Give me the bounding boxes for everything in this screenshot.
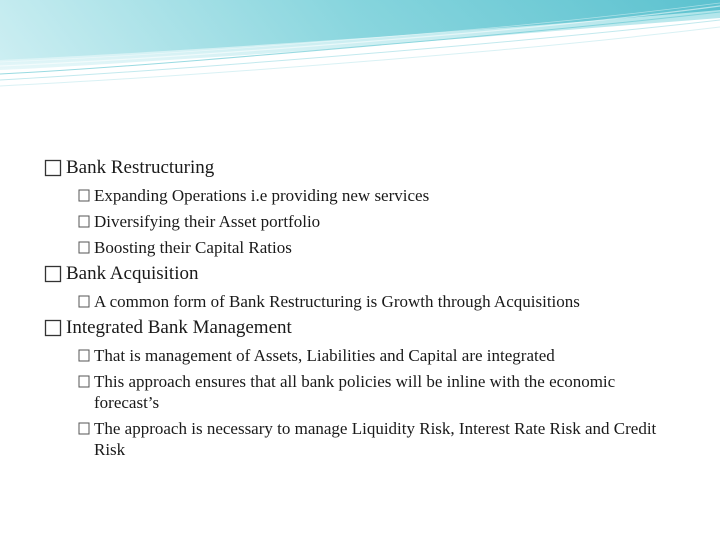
section-title: Integrated Bank Management	[66, 317, 292, 338]
list-item-text: This approach ensures that all bank policies will be inline with the economic forecast’s	[94, 372, 616, 412]
missing-glyph-box-icon	[44, 265, 62, 283]
missing-glyph-box-icon	[78, 215, 90, 228]
section-heading	[44, 156, 704, 180]
list-item	[78, 371, 704, 413]
missing-glyph-box-icon	[78, 241, 90, 254]
list-item	[78, 185, 704, 206]
header-wave-decoration	[0, 0, 720, 100]
list-item-text: A common form of Bank Restructuring is Growth through Acquisitions	[94, 292, 580, 311]
section-heading	[44, 316, 704, 340]
missing-glyph-box-icon	[78, 422, 90, 435]
list-item	[78, 345, 704, 366]
list-item	[78, 291, 704, 312]
list-item-text: The approach is necessary to manage Liquidity Risk, Interest Rate Risk and Credit Risk	[94, 419, 657, 459]
missing-glyph-box-icon	[78, 375, 90, 388]
section-heading	[44, 262, 704, 286]
missing-glyph-box-icon	[44, 319, 62, 337]
missing-glyph-box-icon	[44, 159, 62, 177]
list-item-text: That is management of Assets, Liabilities and Capital are integrated	[94, 346, 555, 365]
missing-glyph-box-icon	[78, 349, 90, 362]
section-bank-acquisition	[44, 262, 704, 312]
missing-glyph-box-icon	[78, 295, 90, 308]
missing-glyph-box-icon	[78, 189, 90, 202]
list-item	[78, 237, 704, 258]
list-item-text: Expanding Operations i.e providing new services	[94, 186, 430, 205]
section-bank-restructuring	[44, 156, 704, 258]
section-integrated-bank-management	[44, 316, 704, 460]
list-item	[78, 418, 704, 460]
list-item-text: Diversifying their Asset portfolio	[94, 212, 321, 231]
list-item-text: Boosting their Capital Ratios	[94, 238, 292, 257]
section-title: Bank Restructuring	[66, 157, 215, 178]
bullet-list	[44, 152, 704, 460]
list-item	[78, 211, 704, 232]
section-title: Bank Acquisition	[66, 263, 199, 284]
